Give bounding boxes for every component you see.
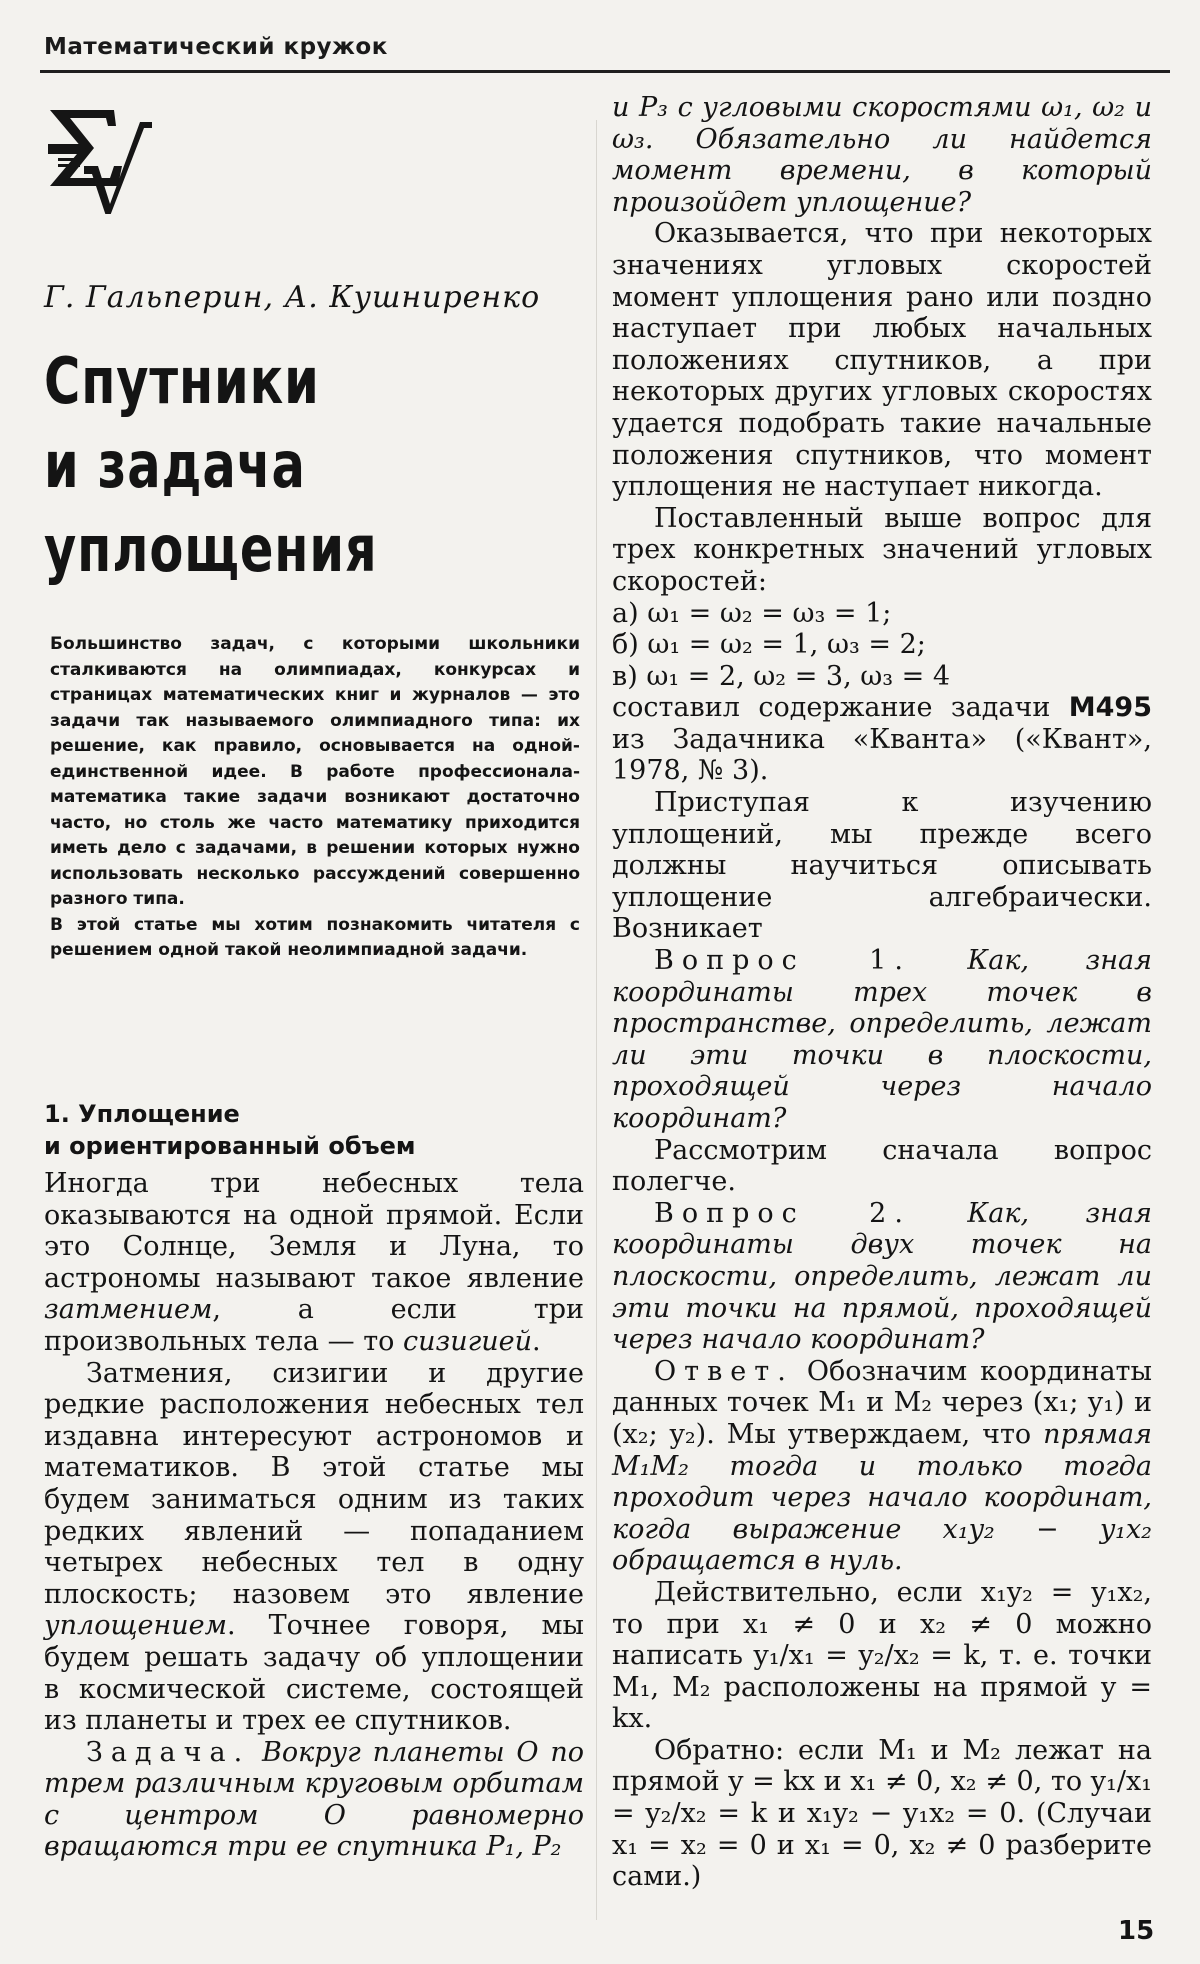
article-abstract [50, 632, 580, 964]
paragraph-proceed: Приступая к изучению уплощений, мы прежде всего должны научиться описывать уплощение алгебраически. Возникает [612, 787, 1152, 945]
problem-statement: Задача. Вокруг планеты O по трем различным круговым орбитам с центром O равномерно вращаются три ее спутника P₁, P₂ [44, 1736, 585, 1863]
question-1: Вопрос 1. Как, зная координаты трех точек в пространстве, определить, лежат ли эти точки в плоскости, проходящей через начало координат? [612, 945, 1152, 1134]
section-heading-line: 1. Уплощение [44, 1100, 240, 1128]
sigma-sqrt-logo-icon [44, 104, 154, 214]
paragraph-posed: Поставленный выше вопрос для трех конкретных значений угловых скоростей: [612, 502, 1152, 597]
section-heading-line: и ориентированный объем [44, 1132, 416, 1160]
case-a: а) ω₁ = ω₂ = ω₃ = 1; [612, 597, 892, 629]
article-authors: Г. Гальперин, А. Кушниренко [44, 280, 541, 315]
title-line: Спутники [44, 345, 320, 419]
section-heading [44, 1098, 584, 1162]
paragraph-compiled: составил содержание задачи M495 из Задачника «Кванта» («Квант», 1978, № 3). [612, 692, 1152, 787]
article-title [44, 340, 508, 592]
paragraph-turns-out: Оказывается, что при некоторых значениях угловых скоростей момент уплощения рано или поздно наступает при любых начальных положениях спутников, а при некоторых других угловых скоростях удается подобрать такие начальные положения спутников, что момент уплощения не наступает никогда. [612, 218, 1152, 503]
paragraph-conversely: Обратно: если M₁ и M₂ лежат на прямой y = kx и x₁ ≠ 0, x₂ ≠ 0, то y₁/x₁ = y₂/x₂ = k и x₁y₂ − y₁x₂ = 0. (Случаи x₁ = x₂ = 0 и x₁ = 0, x₂ ≠ 0 разберите сами.) [612, 1734, 1152, 1893]
right-column [612, 92, 1152, 1893]
section-rubric: Математический кружок [44, 34, 388, 60]
case-c: в) ω₁ = 2, ω₂ = 3, ω₃ = 4 [612, 660, 951, 692]
paragraph-indeed: Действительно, если x₁y₂ = y₁x₂, то при x₁ ≠ 0 и x₂ ≠ 0 можно написать y₁/x₁ = y₂/x₂ = k, т. е. точки M₁, M₂ расположены на прямой y = kx. [612, 1576, 1152, 1735]
abstract-paragraph: Большинство задач, с которыми школьники сталкиваются на олимпиадах, конкурсах и страницах математических книг и журналов — это задачи так называемого олимпиадного типа: их решение, как правило, основывается на одной-единственной идее. В работе профессионала-математика такие задачи возникают достаточно часто, но столь же часто математику приходится иметь дело с задачами, в решении которых нужно использовать несколько рассуждений совершенно разного типа. [50, 634, 580, 909]
page-number: 15 [1118, 1916, 1155, 1946]
title-line: и задача [44, 429, 306, 503]
column-divider [596, 120, 597, 1920]
case-b: б) ω₁ = ω₂ = 1, ω₃ = 2; [612, 629, 926, 661]
left-column [44, 1168, 584, 1863]
problem-statement-continued: и P₃ с угловыми скоростями ω₁, ω₂ и ω₃. Обязательно ли найдется момент времени, в который произойдет уплощение? [612, 92, 1152, 218]
paragraph-eclipse: Иногда три небесных тела оказываются на одной прямой. Если это Солнце, Земля и Луна, то астрономы называют такое явление затмением, а если три произвольных тела — то сизигией. [44, 1168, 584, 1357]
abstract-paragraph: В этой статье мы хотим познакомить читателя с решением одной такой неолимпиадной задачи. [50, 914, 580, 960]
title-line: уплощения [44, 513, 378, 587]
paragraph-simpler: Рассмотрим сначала вопрос полегче. [612, 1134, 1152, 1198]
answer: Ответ. Обозначим координаты данных точек M₁ и M₂ через (x₁; y₁) и (x₂; y₂). Мы утверждаем, что прямая M₁M₂ тогда и только тогда проходит через начало координат, когда выражение x₁y₂ − y₁x₂ обращается в нуль. [612, 1355, 1152, 1577]
header-rule [40, 70, 1170, 73]
paragraph-flattening: Затмения, сизигии и другие редкие расположения небесных тел издавна интересуют астрономов и математиков. В этой статье мы будем заниматься одним из таких редких явлений — попаданием четырех небесных тел в одну плоскость; назовем это явление уплощением. Точнее говоря, мы будем решать задачу об уплощении в космической системе, состоящей из планеты и трех ее спутников. [44, 1357, 584, 1737]
question-2: Вопрос 2. Как, зная координаты двух точек на плоскости, определить, лежат ли эти точки на прямой, проходящей через начало координат? [612, 1197, 1152, 1356]
